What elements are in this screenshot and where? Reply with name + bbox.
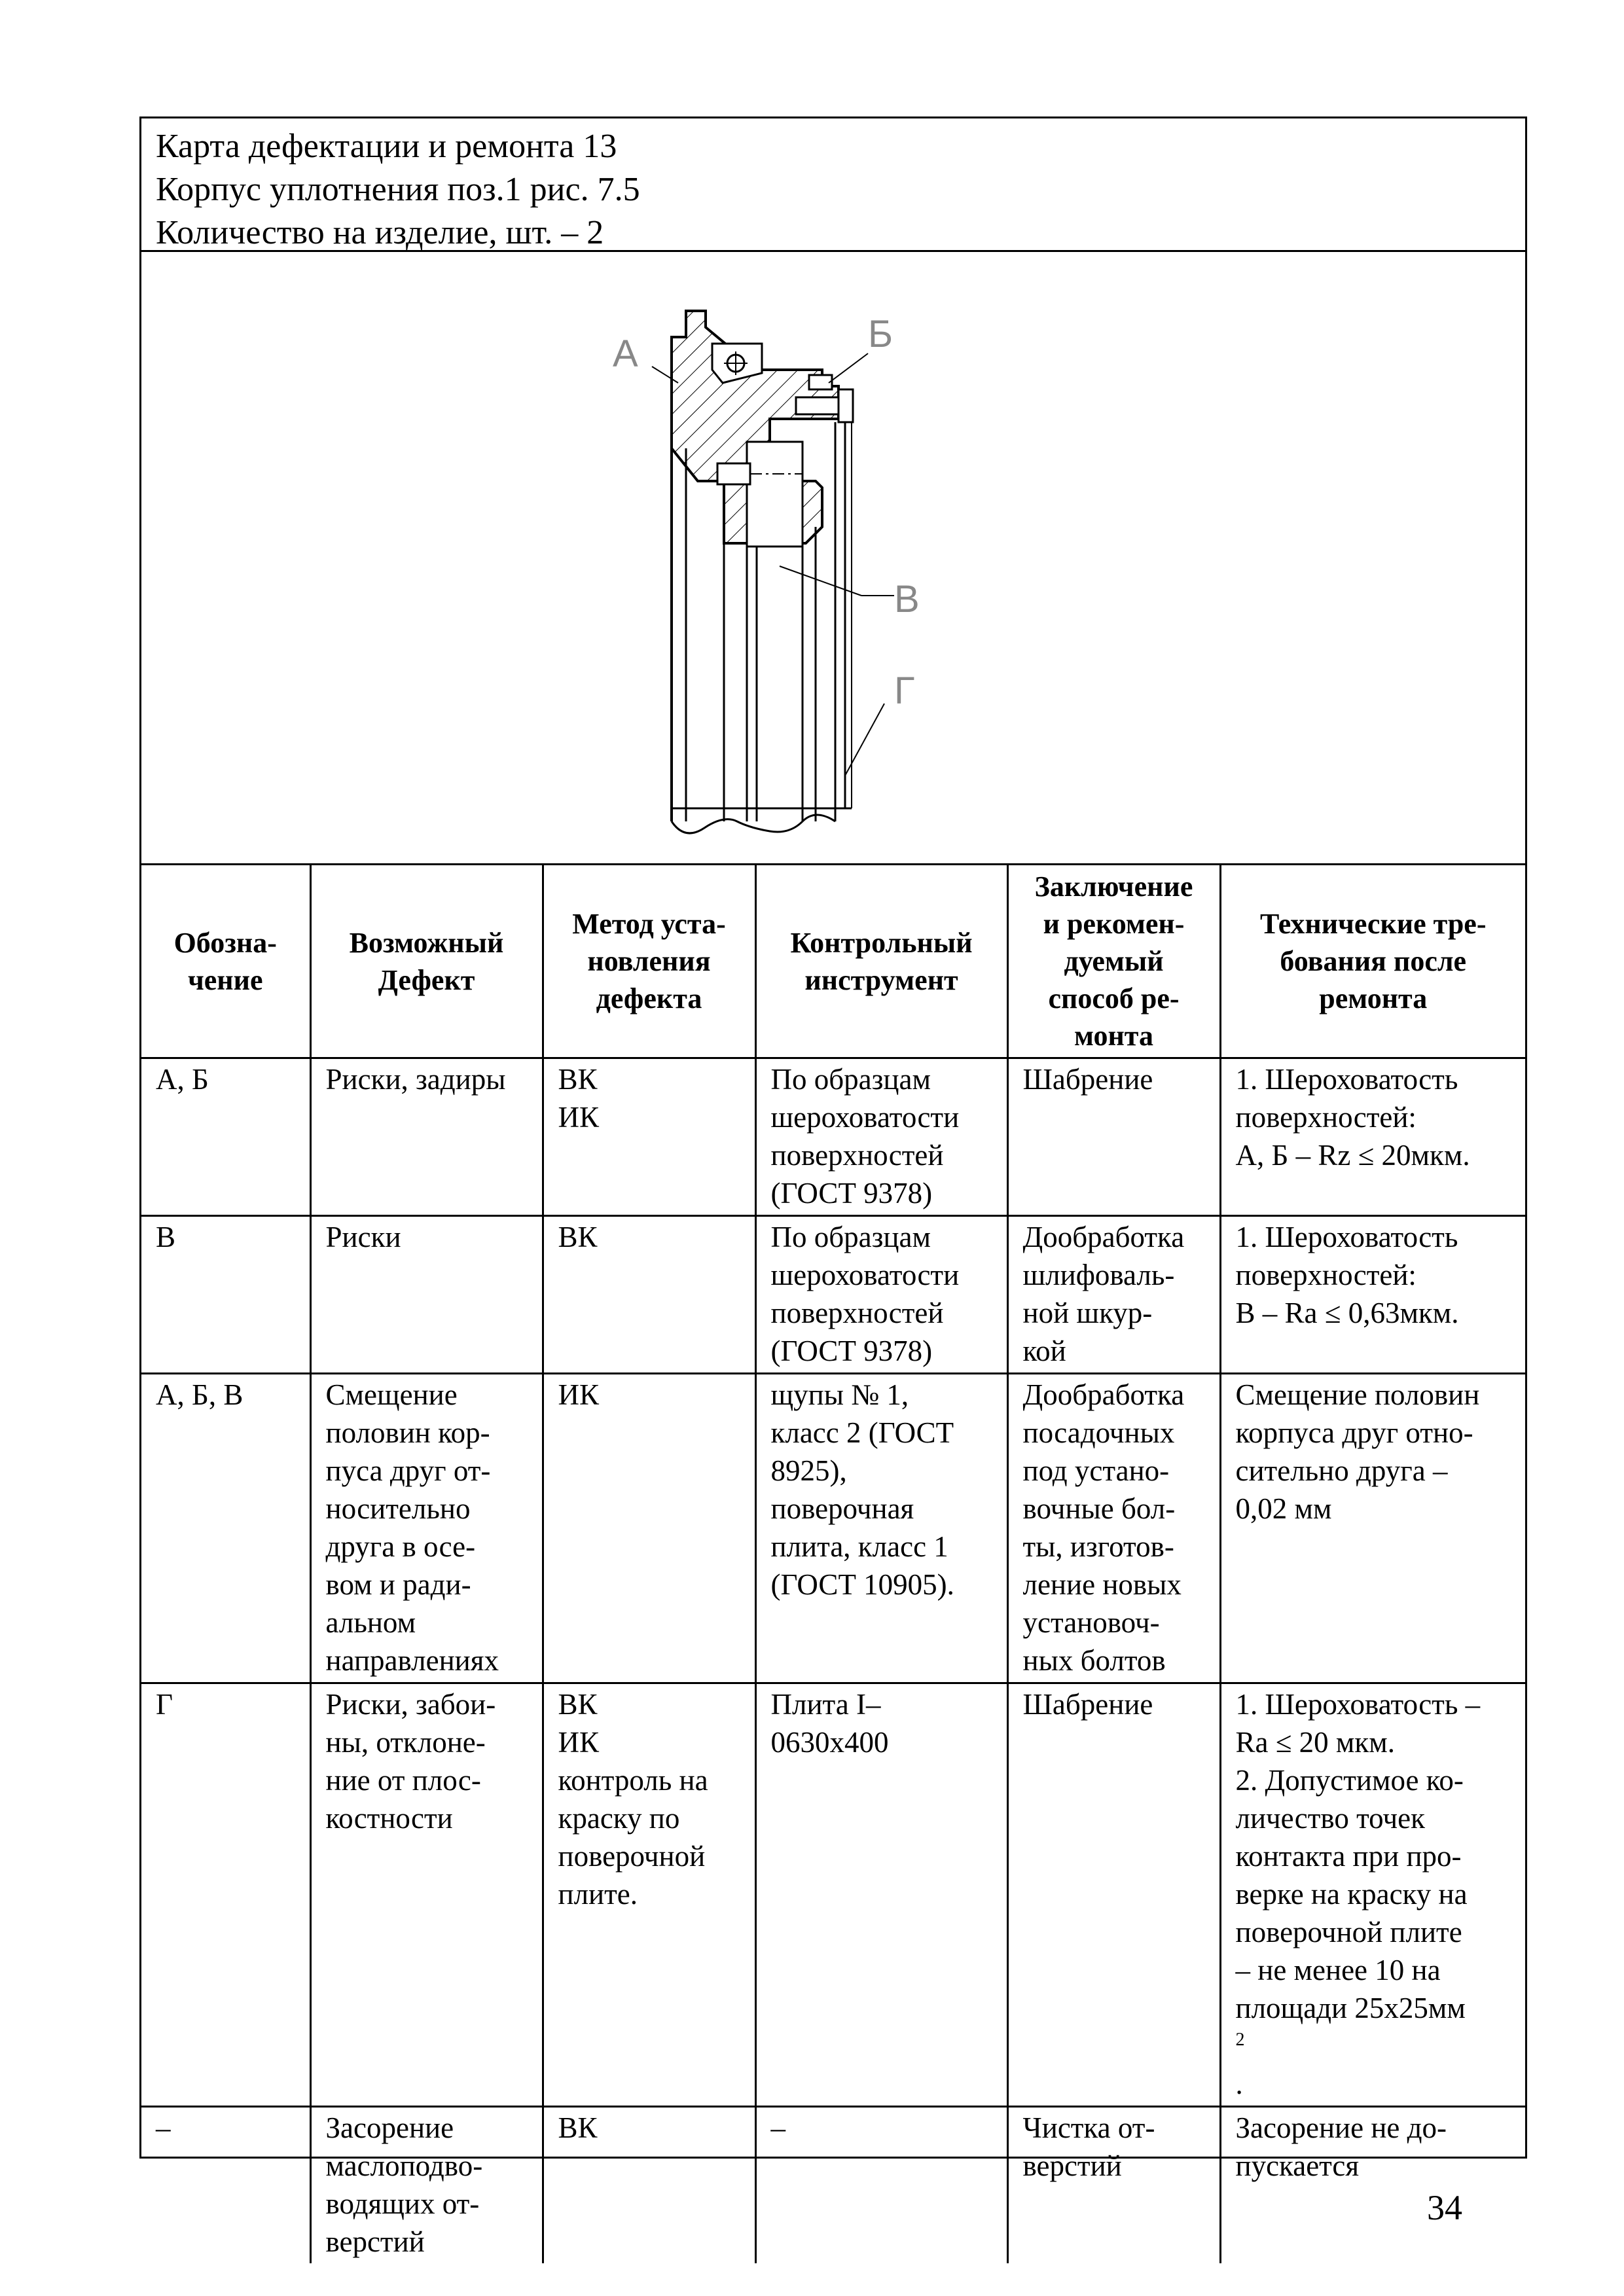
- cell-instrument: По образцам шероховатости поверхностей (ГОСТ 9378): [755, 1216, 1007, 1374]
- cell-designation: В: [141, 1216, 310, 1374]
- cell-requirements: 1. Шероховатость поверхностей: А, Б – Rz ≤ 20мкм.: [1220, 1058, 1525, 1216]
- cell-instrument: Плита I– 0630х400: [755, 1683, 1007, 2107]
- bolt-head: [839, 389, 853, 422]
- superscript-two: 2: [1235, 2030, 1245, 2050]
- cell-conclusion: Дообработка шлифоваль- ной шкур- кой: [1007, 1216, 1220, 1374]
- cell-instrument: По образцам шероховатости поверхностей (ГОСТ 9378): [755, 1058, 1007, 1216]
- defect-table: [141, 865, 1525, 2263]
- cell-method: ВК: [543, 1216, 755, 1374]
- cell-designation: А, Б, В: [141, 1374, 310, 1683]
- cell-conclusion: Чистка от- верстий: [1007, 2107, 1220, 2264]
- card-title: Карта дефектации и ремонта 13: [156, 128, 617, 165]
- technical-drawing: [141, 252, 1525, 865]
- header-requirements: Технические тре- бования после ремонта: [1220, 865, 1525, 1058]
- cell-conclusion: Шабрение: [1007, 1683, 1220, 2107]
- inner-bore: [747, 442, 803, 547]
- table-row: [141, 1058, 1525, 1216]
- label-v: В: [894, 578, 920, 620]
- cell-conclusion: Шабрение: [1007, 1058, 1220, 1216]
- cell-requirements: 1. Шероховатость – Ra ≤ 20 мкм. 2. Допустимое ко- личество точек контакта при про- верке на краску на поверочной плите – не менее 10 на площади 25х25мм $^2$ .: [1220, 1683, 1525, 2107]
- label-b: Б: [868, 313, 893, 355]
- cell-method: ВК ИК контроль на краску по поверочной плите.: [543, 1683, 755, 2107]
- break-line: [672, 815, 835, 833]
- label-g: Г: [894, 670, 915, 712]
- quantity-line: Количество на изделие, шт. – 2: [156, 214, 604, 251]
- label-a: А: [613, 332, 638, 375]
- header-designation: Обозна- чение: [141, 865, 310, 1058]
- table-row: [141, 1374, 1525, 1683]
- header-defect: Возможный Дефект: [310, 865, 543, 1058]
- header-method: Метод уста- новления дефекта: [543, 865, 755, 1058]
- cell-designation: –: [141, 2107, 310, 2264]
- cell-requirements: Засорение не до- пускается: [1220, 2107, 1525, 2264]
- card-header: [141, 118, 1525, 252]
- cell-method: ИК: [543, 1374, 755, 1683]
- cell-defect: Засорение маслоподво- водящих от- верстий: [310, 2107, 543, 2264]
- cell-defect: Смещение половин кор- пуса друг от- носительно друга в осе- вом и ради- альном направлениях: [310, 1374, 543, 1683]
- table-row: [141, 2107, 1525, 2264]
- cell-requirements: Смещение половин корпуса друг отно- сительно друга – 0,02 мм: [1220, 1374, 1525, 1683]
- header-conclusion: Заключение и рекомен- дуемый способ ре- монта: [1007, 865, 1220, 1058]
- cell-defect: Риски, забои- ны, отклоне- ние от плос- костности: [310, 1683, 543, 2107]
- dowel-pin: [717, 463, 750, 484]
- cell-method: ВК: [543, 2107, 755, 2264]
- page-number: 34: [1427, 2188, 1462, 2227]
- table-row: [141, 1683, 1525, 2107]
- cell-designation: Г: [141, 1683, 310, 2107]
- table-row: [141, 1216, 1525, 1374]
- bolt-shank: [796, 397, 839, 414]
- cell-designation: А, Б: [141, 1058, 310, 1216]
- table-header-row: [141, 865, 1525, 1058]
- cell-instrument: –: [755, 2107, 1007, 2264]
- cell-requirements: 1. Шероховатость поверхностей: В – Ra ≤ 0,63мкм.: [1220, 1216, 1525, 1374]
- part-name: Корпус уплотнения поз.1 рис. 7.5: [156, 171, 640, 208]
- cell-conclusion: Дообработка посадочных под устано- вочные бол- ты, изготов- ление новых установоч- ных болтов: [1007, 1374, 1220, 1683]
- seal-housing-drawing: [141, 252, 1525, 863]
- header-instrument: Контрольный инструмент: [755, 865, 1007, 1058]
- cell-defect: Риски, задиры: [310, 1058, 543, 1216]
- cell-defect: Риски: [310, 1216, 543, 1374]
- cell-method: ВК ИК: [543, 1058, 755, 1216]
- cell-instrument: щупы № 1, класс 2 (ГОСТ 8925), поверочная плита, класс 1 (ГОСТ 10905).: [755, 1374, 1007, 1683]
